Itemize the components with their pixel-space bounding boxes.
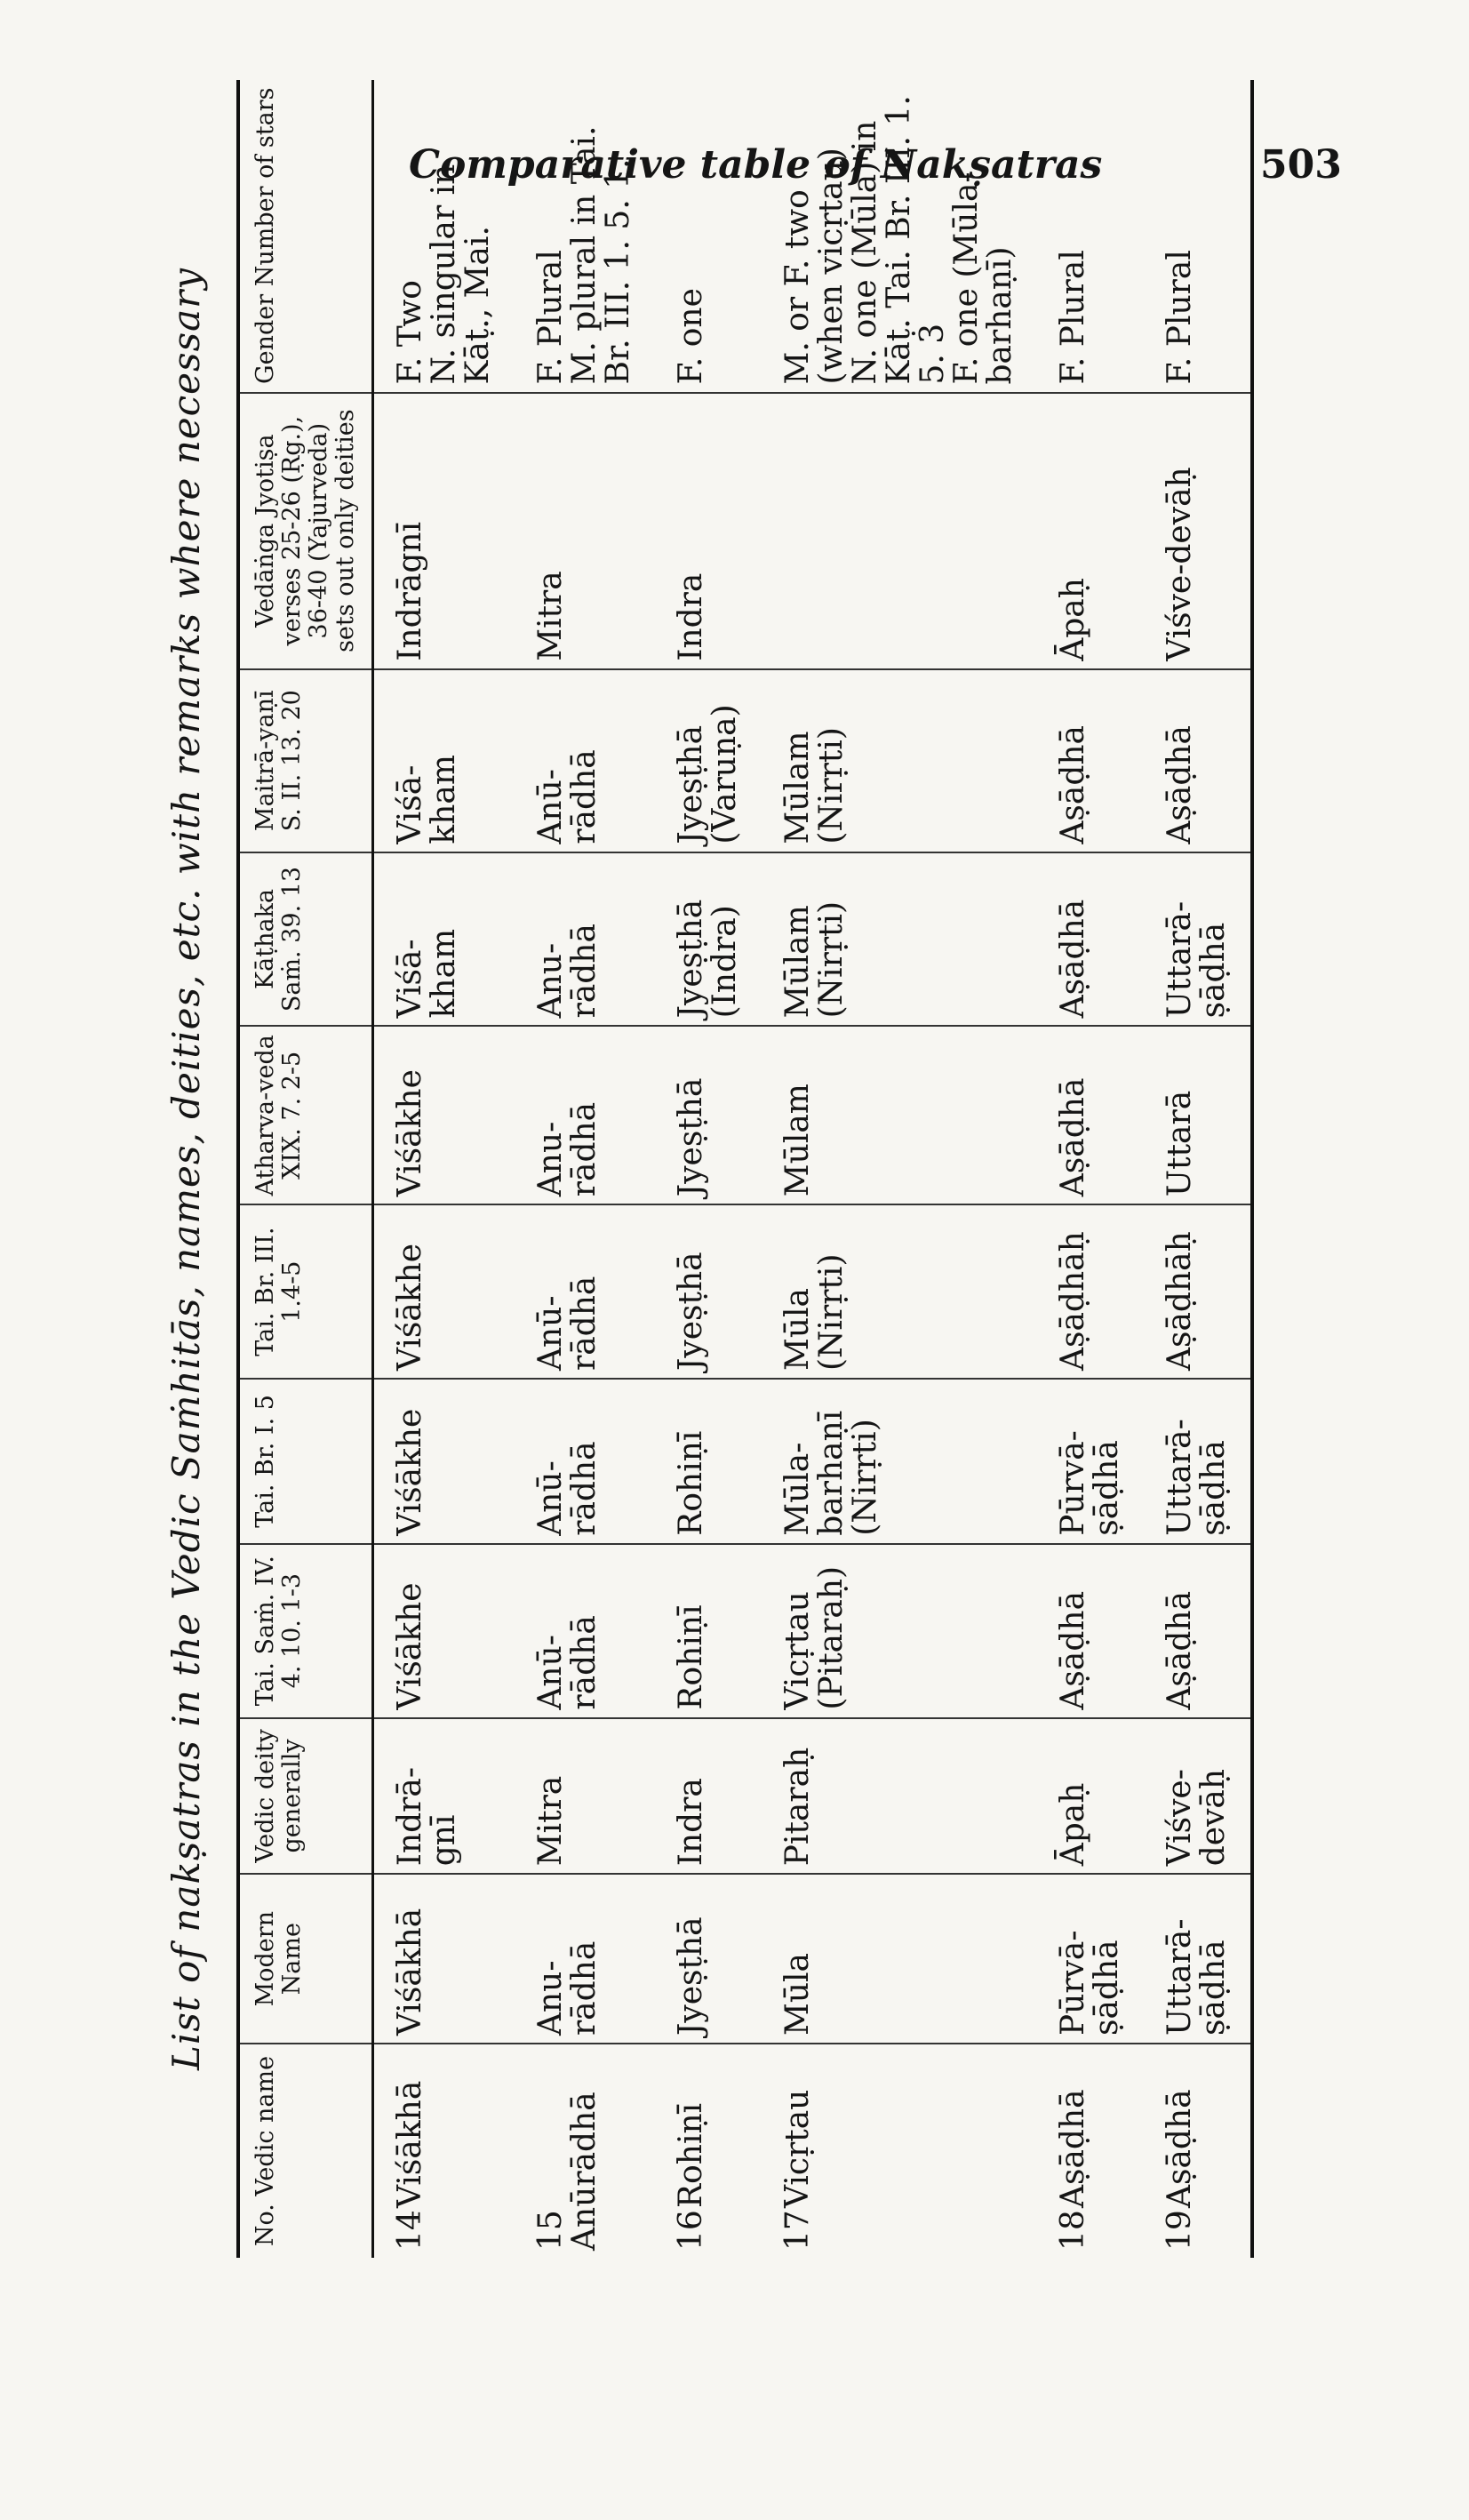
gender-line: F. Plural	[1055, 250, 1091, 385]
gender-line: F. one (Mūla-barhaṇī)	[948, 172, 1018, 385]
cell-vedanga: Indrāgnī	[373, 393, 515, 669]
cell-tai-sam: Anū-rādhā	[515, 1544, 655, 1718]
gender-line: F. Plural	[1162, 250, 1198, 385]
cell-tai-br-1: Uttarā-ṣāḍhā	[1144, 1379, 1252, 1544]
cell-tai-br-1: Mūla-barhaṇī (Nirṛti)	[762, 1379, 1037, 1544]
column-header: Kāṭhaka Saṁ. 39. 13	[238, 852, 373, 1027]
vedic-name: Anūrādhā	[566, 2092, 603, 2251]
cell-tai-br-3: Aṣāḍhāḥ	[1037, 1204, 1144, 1379]
gender-line: F. one	[673, 288, 709, 385]
vedic-name: Aṣāḍhā	[1055, 2089, 1091, 2208]
row-number: 17	[779, 2210, 816, 2251]
cell-atharva: Mūlam	[762, 1026, 1037, 1204]
cell-tai-sam: Vicṛtau (Pitaraḥ)	[762, 1544, 1037, 1718]
cell-vedanga: Mitra	[515, 393, 655, 669]
table-body	[373, 80, 1253, 2258]
cell-atharva: Viśākhe	[373, 1026, 515, 1204]
cell-modern: Uttarā-ṣāḍhā	[1144, 1874, 1252, 2044]
cell-tai-sam: Viśākhe	[373, 1544, 515, 1718]
table-row	[515, 80, 655, 2258]
cell-vedanga: Indra	[655, 393, 762, 669]
column-header: Tai. Saṁ. IV. 4. 10. 1-3	[238, 1544, 373, 1718]
cell-deity: Mitra	[515, 1718, 655, 1875]
cell-gender	[1037, 80, 1144, 393]
cell-kathaka: Mūlam (Nirṛti)	[762, 852, 1037, 1027]
cell-tai-br-1: Rohiṇī	[655, 1379, 762, 1544]
row-number: 19	[1162, 2210, 1198, 2251]
cell-maitrayani: Aṣāḍhā	[1144, 669, 1252, 852]
table-row	[762, 80, 1037, 2258]
header-row	[238, 80, 373, 2258]
cell-maitrayani: Mūlam (Nirṛti)	[762, 669, 1037, 852]
cell-vedic-name	[373, 2044, 515, 2258]
column-header: Vedic deity generally	[238, 1718, 373, 1875]
column-header: No. Vedic name	[238, 2044, 373, 2258]
cell-gender	[762, 80, 1037, 393]
cell-maitrayani: Aṣāḍhā	[1037, 669, 1144, 852]
cell-modern: Pūrvā-ṣāḍhā	[1037, 1874, 1144, 2044]
cell-atharva: Jyeṣṭhā	[655, 1026, 762, 1204]
row-number: 15	[532, 2210, 569, 2251]
vedic-name: Aṣāḍhā	[1162, 2089, 1198, 2208]
cell-deity: Indrā-gnī	[373, 1718, 515, 1875]
cell-modern: Jyeṣṭhā	[655, 1874, 762, 2044]
column-header: Modern Name	[238, 1874, 373, 2044]
table-row	[655, 80, 762, 2258]
cell-atharva: Uttarā	[1144, 1026, 1252, 1204]
cell-atharva: Anu-rādhā	[515, 1026, 655, 1204]
cell-modern: Viśākhā	[373, 1874, 515, 2044]
nakshatra-table	[236, 80, 1254, 2258]
cell-maitrayani: Viśā-kham	[373, 669, 515, 852]
cell-kathaka: Jyeṣṭhā (Indra)	[655, 852, 762, 1027]
cell-vedic-name	[1037, 2044, 1144, 2258]
cell-kathaka: Uttarā-ṣāḍhā	[1144, 852, 1252, 1027]
gender-line: N. one (Mūla) in Kāṭ. Tai. Br. III. 1. 5. 3	[847, 95, 951, 385]
cell-kathaka: Viśā-kham	[373, 852, 515, 1027]
cell-tai-sam: Aṣāḍhā	[1037, 1544, 1144, 1718]
vedic-name: Rohiṇī	[673, 2102, 709, 2208]
cell-deity: Āpaḥ	[1037, 1718, 1144, 1875]
table-caption: List of nakṣatras in the Vedic Saṁhitās, names, deities, etc. with remarks where necessary	[164, 268, 208, 2070]
cell-gender	[373, 80, 515, 393]
cell-gender	[655, 80, 762, 393]
cell-deity: Pitaraḥ	[762, 1718, 1037, 1875]
page-number: 503	[1260, 142, 1342, 188]
row-number: 18	[1055, 2210, 1091, 2251]
gender-line: M. or F. two (when vicṛtau)	[779, 148, 850, 385]
cell-vedic-name	[1144, 2044, 1252, 2258]
cell-maitrayani: Jyeṣṭhā (Varuṇa)	[655, 669, 762, 852]
cell-maitrayani: Anū-rādhā	[515, 669, 655, 852]
cell-tai-br-3: Aṣāḍhāḥ	[1144, 1204, 1252, 1379]
cell-tai-br-3: Anū-rādhā	[515, 1204, 655, 1379]
gender-line: N. singular in Kāṭ., Mai.	[426, 164, 496, 385]
table-row	[1037, 80, 1144, 2258]
cell-tai-br-3: Jyeṣṭhā	[655, 1204, 762, 1379]
cell-tai-sam: Rohiṇī	[655, 1544, 762, 1718]
gender-line: M. plural in Tai. Br. III. 1. 5. 1.	[566, 125, 636, 385]
cell-deity: Indra	[655, 1718, 762, 1875]
row-number: 16	[673, 2210, 709, 2251]
running-title: Comparative table of Nakṣatras	[409, 142, 1103, 188]
cell-vedanga: Āpaḥ	[1037, 393, 1144, 669]
table-row	[373, 80, 515, 2258]
cell-gender	[515, 80, 655, 393]
cell-tai-br-3: Mūla (Nirṛti)	[762, 1204, 1037, 1379]
column-header: Gender Number of stars	[238, 80, 373, 393]
gender-line: F. Plural	[532, 250, 569, 385]
cell-vedic-name	[655, 2044, 762, 2258]
column-header: Maitrā-yaṇī S. II. 13. 20	[238, 669, 373, 852]
cell-tai-br-1: Anū-rādhā	[515, 1379, 655, 1544]
cell-tai-br-1: Pūrvā-ṣāḍhā	[1037, 1379, 1144, 1544]
column-header: Atharva-veda XIX. 7. 2-5	[238, 1026, 373, 1204]
cell-gender	[1144, 80, 1252, 393]
cell-kathaka: Aṣāḍhā	[1037, 852, 1144, 1027]
rotated-table-block	[151, 80, 1306, 2258]
column-header: Vedāṅga Jyotiṣa verses 25-26 (Ṛg.), 36-40 (Yajurveda) sets out only deities	[238, 393, 373, 669]
cell-tai-br-1: Viśākhe	[373, 1379, 515, 1544]
cell-atharva: Aṣāḍhā	[1037, 1026, 1144, 1204]
gender-line: F. Two	[392, 280, 428, 385]
table-row	[1144, 80, 1252, 2258]
column-header: Tai. Br. I. 5	[238, 1379, 373, 1544]
cell-tai-sam: Aṣāḍhā	[1144, 1544, 1252, 1718]
cell-vedanga: Viśve-devāḥ	[1144, 393, 1252, 669]
cell-vedic-name	[762, 2044, 1037, 2258]
cell-tai-br-3: Viśākhe	[373, 1204, 515, 1379]
cell-modern: Mūla	[762, 1874, 1037, 2044]
cell-vedic-name	[515, 2044, 655, 2258]
cell-kathaka: Anu-rādhā	[515, 852, 655, 1027]
column-header: Tai. Br. III. 1.4-5	[238, 1204, 373, 1379]
cell-modern: Anu-rādhā	[515, 1874, 655, 2044]
row-number: 14	[392, 2210, 428, 2251]
cell-deity: Viśve-devāḥ	[1144, 1718, 1252, 1875]
cell-vedanga	[762, 393, 1037, 669]
vedic-name: Viśākhā	[392, 2080, 428, 2208]
vedic-name: Vicṛtau	[779, 2089, 816, 2208]
